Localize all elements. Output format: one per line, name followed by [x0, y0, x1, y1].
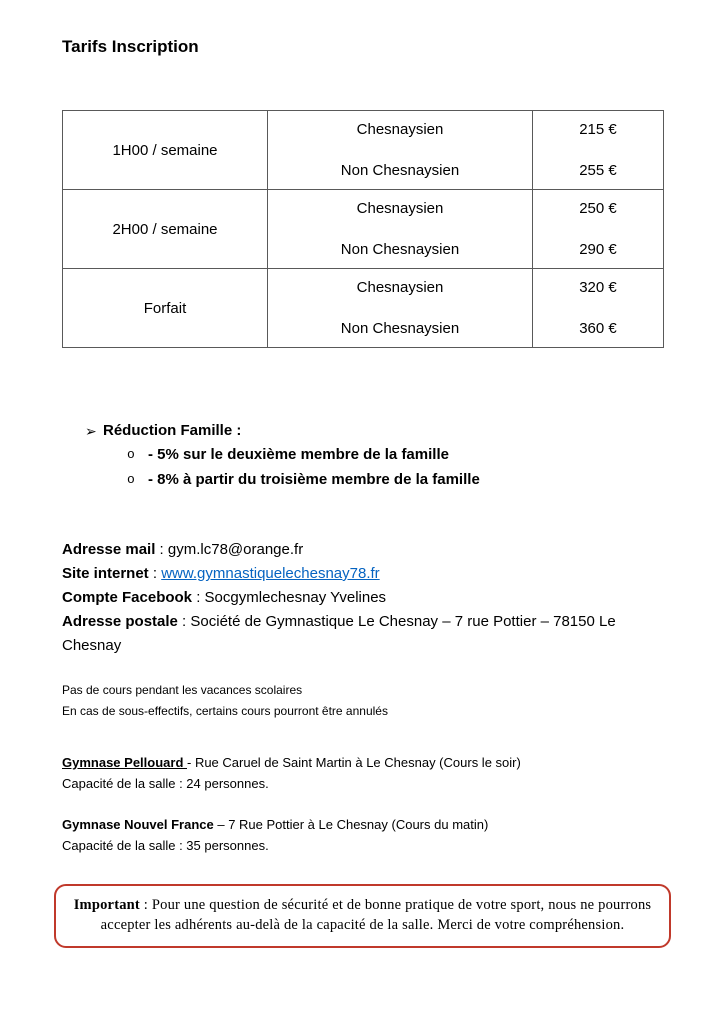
facebook-line: [62, 586, 663, 610]
category-label: Chesnaysien: [356, 278, 444, 296]
circle-bullet-icon: o: [127, 472, 135, 487]
category-label: Non Chesnaysien: [340, 161, 460, 179]
facebook-value: Socgymlechesnay Yvelines: [204, 589, 387, 606]
table-row: [63, 269, 664, 348]
email-line: [62, 538, 663, 562]
price-value: 320 €: [579, 278, 617, 296]
family-discount-heading: [62, 420, 663, 442]
gym-name: Gymnase Pellouard: [62, 755, 187, 770]
gym-capacity: Capacité de la salle : 35 personnes.: [62, 838, 269, 853]
important-text: Pour une question de sécurité et de bonne pratique de votre sport, nous ne pourrons accepter les adhérents au-delà de la capacité de la salle. Merci de votre compréhension.: [100, 897, 652, 933]
separator: :: [192, 589, 205, 606]
website-label: Site internet: [62, 565, 149, 582]
email-value: gym.lc78@orange.fr: [167, 541, 304, 558]
separator: :: [148, 565, 162, 582]
page-title: Tarifs Inscription: [62, 37, 199, 56]
website-link[interactable]: www.gymnastiquelechesnay78.fr: [161, 565, 380, 582]
family-discount-section: [62, 420, 663, 492]
row-prices: [533, 269, 664, 348]
circle-bullet-icon: o: [127, 447, 135, 462]
note-line: Pas de cours pendant les vacances scolaires: [62, 683, 303, 697]
gym-address: - Rue Caruel de Saint Martin à Le Chesnay (Cours le soir): [187, 755, 521, 770]
list-item: [62, 467, 663, 492]
list-item: [62, 442, 663, 467]
row-categories: [268, 190, 533, 269]
category-label: Non Chesnaysien: [340, 319, 460, 337]
family-discount-title: Réduction Famille :: [103, 422, 242, 439]
row-label: 1H00 / semaine: [63, 111, 268, 190]
important-notice-box: [54, 884, 671, 948]
gym-nouvel-france-section: [62, 814, 663, 856]
separator: :: [155, 541, 168, 558]
pricing-table: [62, 110, 664, 348]
separator: :: [177, 613, 191, 630]
note-line: En cas de sous-effectifs, certains cours pourront être annulés: [62, 704, 388, 718]
website-line: [62, 562, 663, 586]
row-label: 2H00 / semaine: [63, 190, 268, 269]
gym-title-line: [62, 814, 663, 835]
separator: :: [139, 897, 152, 913]
row-prices: [533, 190, 664, 269]
facebook-label: Compte Facebook: [62, 589, 193, 606]
category-label: Chesnaysien: [356, 120, 444, 138]
price-value: 255 €: [579, 161, 617, 179]
contact-section: [62, 538, 663, 658]
price-value: 360 €: [579, 319, 617, 337]
discount-rule: - 8% à partir du troisième membre de la famille: [148, 471, 480, 488]
gym-title-line: [62, 752, 663, 773]
postal-address-value: Société de Gymnastique Le Chesnay – 7 rue Pottier – 78150 Le Chesnay: [62, 613, 616, 654]
gym-name: Gymnase Nouvel France: [62, 817, 214, 832]
row-categories: [268, 111, 533, 190]
email-label: Adresse mail: [62, 541, 156, 558]
discount-rule: - 5% sur le deuxième membre de la famille: [148, 446, 449, 463]
row-prices: [533, 111, 664, 190]
arrow-bullet-icon: ➢: [85, 423, 97, 439]
price-value: 215 €: [579, 120, 617, 138]
table-row: [63, 190, 664, 269]
category-label: Non Chesnaysien: [340, 240, 460, 258]
row-label: Forfait: [63, 269, 268, 348]
gym-pellouard-section: [62, 752, 663, 794]
price-value: 290 €: [579, 240, 617, 258]
postal-address-line: [62, 610, 663, 658]
postal-address-label: Adresse postale: [62, 613, 178, 630]
gym-address: – 7 Rue Pottier à Le Chesnay (Cours du matin): [213, 817, 489, 832]
row-categories: [268, 269, 533, 348]
category-label: Chesnaysien: [356, 199, 444, 217]
important-label: Important: [73, 897, 140, 913]
gym-capacity: Capacité de la salle : 24 personnes.: [62, 776, 269, 791]
price-value: 250 €: [579, 199, 617, 217]
table-row: [63, 111, 664, 190]
notes-section: [62, 680, 663, 722]
